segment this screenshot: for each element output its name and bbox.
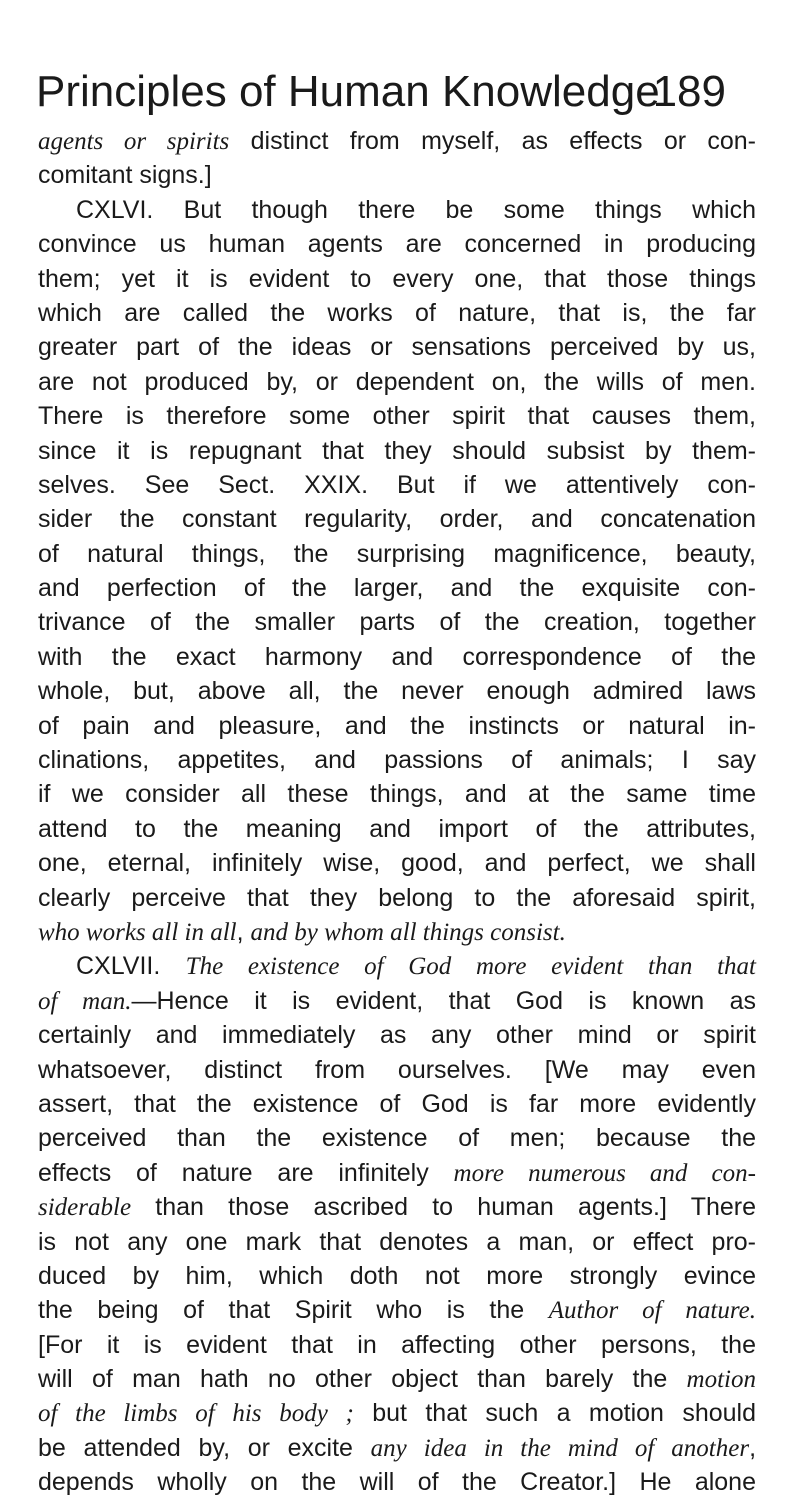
italic-text: agents or spirits <box>38 128 230 155</box>
text-line <box>38 1190 756 1224</box>
text-segment: of pain and pleasure, and the instincts or natural in- <box>38 711 756 740</box>
text-segment: of natural things, the surprising magnificence, beauty, <box>38 539 756 568</box>
text-line <box>38 296 756 330</box>
text-segment: and perfection of the larger, and the exquisite con- <box>38 574 756 603</box>
text-segment: clearly perceive that they belong to the aforesaid spirit, <box>38 883 756 912</box>
text-segment: whole, but, above all, the never enough admired laws <box>38 677 756 706</box>
text-segment: comitant signs.] <box>38 161 212 190</box>
italic-text: motion <box>686 1366 756 1394</box>
text-line <box>38 1259 756 1293</box>
italic-text: who works all in all <box>38 918 237 946</box>
text-segment: , <box>749 1433 757 1462</box>
text-line <box>38 674 756 708</box>
text-segment: duced by him, which doth not more strongly evince <box>38 1261 756 1290</box>
text-segment: certainly and immediately as any other mind or spirit <box>38 1021 756 1050</box>
running-header <box>36 66 726 118</box>
text-segment: since it is repugnant that they should subsist by them- <box>38 436 756 465</box>
text-line <box>38 1087 756 1121</box>
italic-text: The existence of God more evident than that <box>185 953 756 981</box>
text-segment: is not any one mark that denotes a man, or effect pro- <box>38 1227 756 1256</box>
text-segment: assert, that the existence of God is far more evidently <box>38 1089 756 1118</box>
text-segment: convince us human agents are concerned in producing <box>38 230 756 259</box>
italic-text: any idea in the mind of another <box>370 1434 750 1462</box>
text-segment: There is therefore some other spirit that causes them, <box>38 402 756 431</box>
text-line <box>38 365 756 399</box>
italic-text: Author of nature. <box>548 1297 756 1325</box>
text-line <box>38 1465 756 1499</box>
italic-text: and by whom all things consist. <box>250 918 566 946</box>
text-segment: [For it is evident that in affecting other persons, the <box>38 1330 756 1359</box>
text-segment: one, eternal, infinitely wise, good, and perfect, we shall <box>38 849 756 878</box>
text-segment: are not produced by, or dependent on, the wills of men. <box>38 367 756 396</box>
body-text <box>38 124 756 1500</box>
text-line <box>38 571 756 605</box>
text-segment: , <box>236 917 251 946</box>
text-line <box>38 399 756 433</box>
italic-text: of man. <box>38 987 132 1015</box>
text-segment: be attended by, or excite <box>38 1433 371 1462</box>
text-line <box>38 502 756 536</box>
text-line <box>38 949 756 983</box>
italic-text: more numerous and con- <box>453 1159 756 1187</box>
page-title: Principles of Human Knowledge <box>36 67 660 116</box>
text-line <box>38 881 756 915</box>
text-segment: whatsoever, distinct from ourselves. [We may even <box>38 1055 756 1084</box>
text-segment: selves. See Sect. XXIX. But if we attentively con- <box>38 470 756 499</box>
text-line <box>38 1053 756 1087</box>
text-line <box>38 1225 756 1259</box>
text-segment: the being of that Spirit who is the <box>38 1296 549 1325</box>
text-line <box>38 1121 756 1155</box>
text-segment: but that such a motion should <box>353 1399 756 1428</box>
text-line <box>38 709 756 743</box>
text-line <box>38 640 756 674</box>
text-segment: with the exact harmony and correspondence of the <box>38 642 756 671</box>
text-line <box>38 1328 756 1362</box>
text-line <box>38 743 756 777</box>
text-segment: them; yet it is evident to every one, that those things <box>38 264 756 293</box>
italic-text: siderable <box>38 1194 132 1222</box>
text-line <box>38 812 756 846</box>
text-segment: CXLVI. But though there be some things which <box>76 195 756 224</box>
text-line <box>38 537 756 571</box>
text-line <box>38 158 756 192</box>
text-line <box>38 984 756 1018</box>
text-line <box>38 846 756 880</box>
text-segment: effects of nature are infinitely <box>38 1158 454 1187</box>
text-line <box>38 193 756 227</box>
text-line <box>38 777 756 811</box>
text-segment: trivance of the smaller parts of the creation, together <box>38 608 756 637</box>
text-segment: if we consider all these things, and at the same time <box>38 780 756 809</box>
text-line <box>38 227 756 261</box>
text-line <box>38 124 756 158</box>
text-segment: depends wholly on the will of the Creator.] He alone <box>38 1468 756 1497</box>
text-segment: sider the constant regularity, order, and concatenation <box>38 505 756 534</box>
text-line <box>38 330 756 364</box>
text-line <box>38 434 756 468</box>
text-segment: will of man hath no other object than barely the <box>38 1365 687 1394</box>
text-segment: distinct from myself, as effects or con- <box>229 127 757 155</box>
text-segment: greater part of the ideas or sensations perceived by us, <box>38 333 756 362</box>
text-segment: than those ascribed to human agents.] There <box>131 1193 756 1222</box>
italic-text: of the limbs of his body ; <box>38 1400 354 1428</box>
text-segment: clinations, appetites, and passions of animals; I say <box>38 746 756 775</box>
text-line <box>38 1293 756 1327</box>
text-line <box>38 1396 756 1430</box>
page-number: 189 <box>652 67 726 116</box>
text-line <box>38 1431 756 1465</box>
text-segment: which are called the works of nature, that is, the far <box>38 298 756 327</box>
text-segment: CXLVII. <box>76 952 186 981</box>
text-line <box>38 468 756 502</box>
text-line <box>38 262 756 296</box>
text-line <box>38 1018 756 1052</box>
text-segment: attend to the meaning and import of the attributes, <box>38 814 756 843</box>
text-segment: —Hence it is evident, that God is known as <box>131 986 757 1015</box>
text-line <box>38 1156 756 1190</box>
text-line <box>38 605 756 639</box>
text-line <box>38 1362 756 1396</box>
text-segment: perceived than the existence of men; because the <box>38 1124 756 1153</box>
text-line <box>38 915 756 949</box>
